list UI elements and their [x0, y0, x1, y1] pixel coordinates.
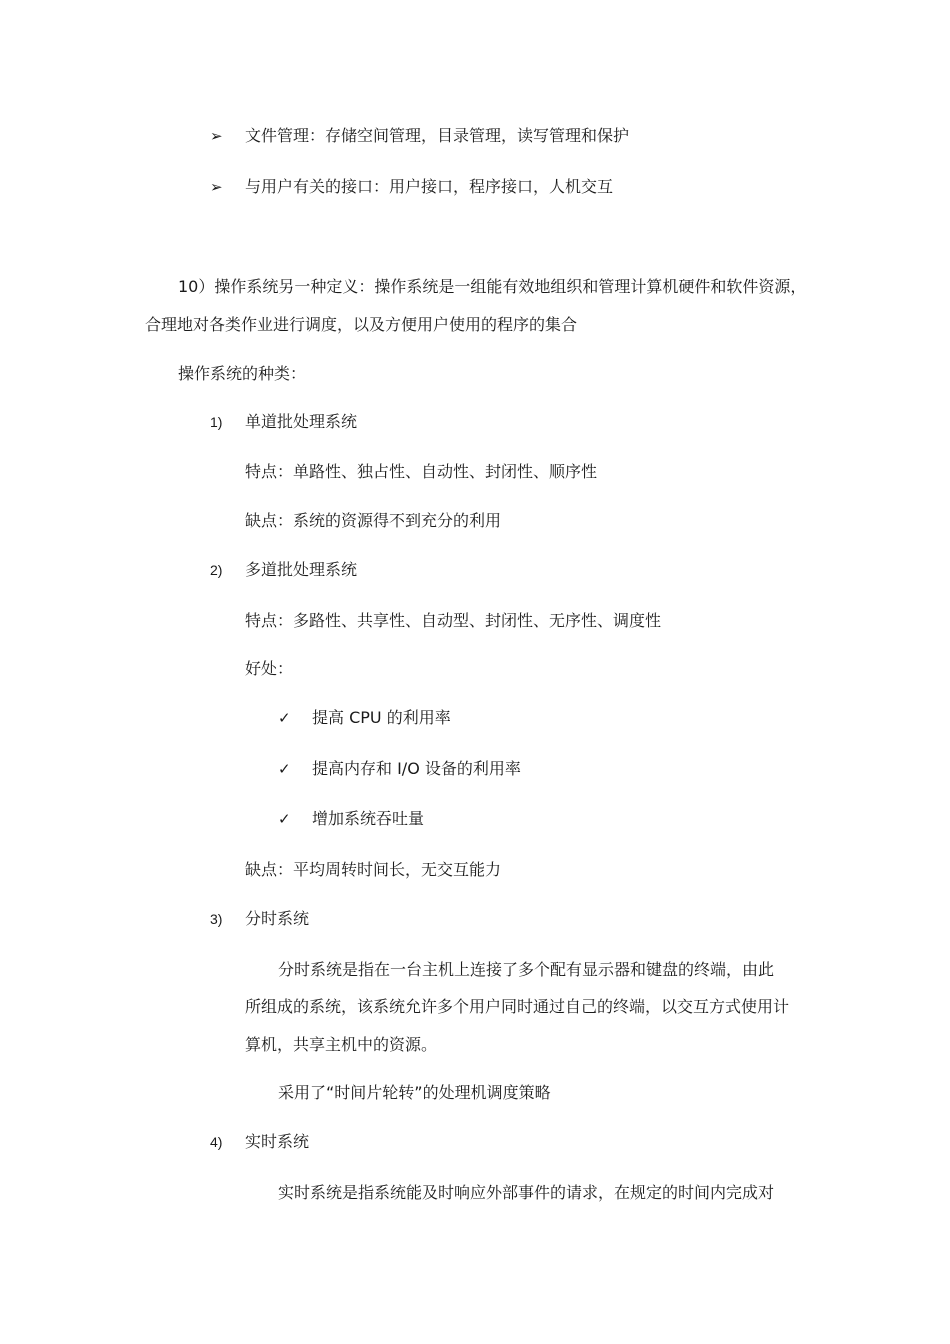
paragraph-line: 所组成的系统，该系统允许多个用户同时通过自己的终端，以交互方式使用计 — [245, 997, 790, 1016]
types-heading: 操作系统的种类： — [178, 364, 307, 383]
section-number: 1) — [210, 414, 223, 430]
benefits-label: 好处： — [245, 659, 294, 678]
bullet-user-interface: 与用户有关的接口：用户接口，程序接口，人机交互 — [245, 177, 614, 196]
section-title: 单道批处理系统 — [245, 412, 358, 431]
definition-line-1: 10）操作系统另一种定义：操作系统是一组能有效地组织和管理计算机硬件和软件资源， — [178, 277, 807, 296]
section-title: 多道批处理系统 — [245, 560, 358, 579]
check-icon: ✓ — [278, 760, 291, 778]
section-title: 实时系统 — [245, 1132, 310, 1151]
section-features: 特点：单路性、独占性、自动性、封闭性、顺序性 — [245, 462, 598, 481]
section-features: 特点：多路性、共享性、自动型、封闭性、无序性、调度性 — [245, 611, 662, 630]
check-icon: ✓ — [278, 810, 291, 828]
paragraph-line: 分时系统是指在一台主机上连接了多个配有显示器和键盘的终端，由此 — [278, 960, 775, 979]
definition-line-2: 合理地对各类作业进行调度，以及方便用户使用的程序的集合 — [145, 315, 578, 334]
benefit-item: 增加系统吞吐量 — [312, 809, 425, 828]
section-number: 3) — [210, 911, 223, 927]
benefit-item: 提高 CPU 的利用率 — [312, 708, 451, 727]
benefit-item: 提高内存和 I/O 设备的利用率 — [312, 759, 521, 778]
arrow-bullet-icon: ➢ — [210, 127, 223, 145]
check-icon: ✓ — [278, 709, 291, 727]
section-title: 分时系统 — [245, 909, 310, 928]
section-drawback: 缺点：平均周转时间长，无交互能力 — [245, 860, 502, 879]
section-number: 2) — [210, 562, 223, 578]
paragraph-line: 实时系统是指系统能及时响应外部事件的请求，在规定的时间内完成对 — [278, 1183, 775, 1202]
arrow-bullet-icon: ➢ — [210, 178, 223, 196]
section-number: 4) — [210, 1134, 223, 1150]
paragraph-line: 算机，共享主机中的资源。 — [245, 1035, 438, 1054]
section-drawback: 缺点：系统的资源得不到充分的利用 — [245, 511, 502, 530]
scheduling-policy: 采用了“时间片轮转”的处理机调度策略 — [278, 1083, 551, 1102]
bullet-file-management: 文件管理：存储空间管理，目录管理，读写管理和保护 — [245, 126, 630, 145]
